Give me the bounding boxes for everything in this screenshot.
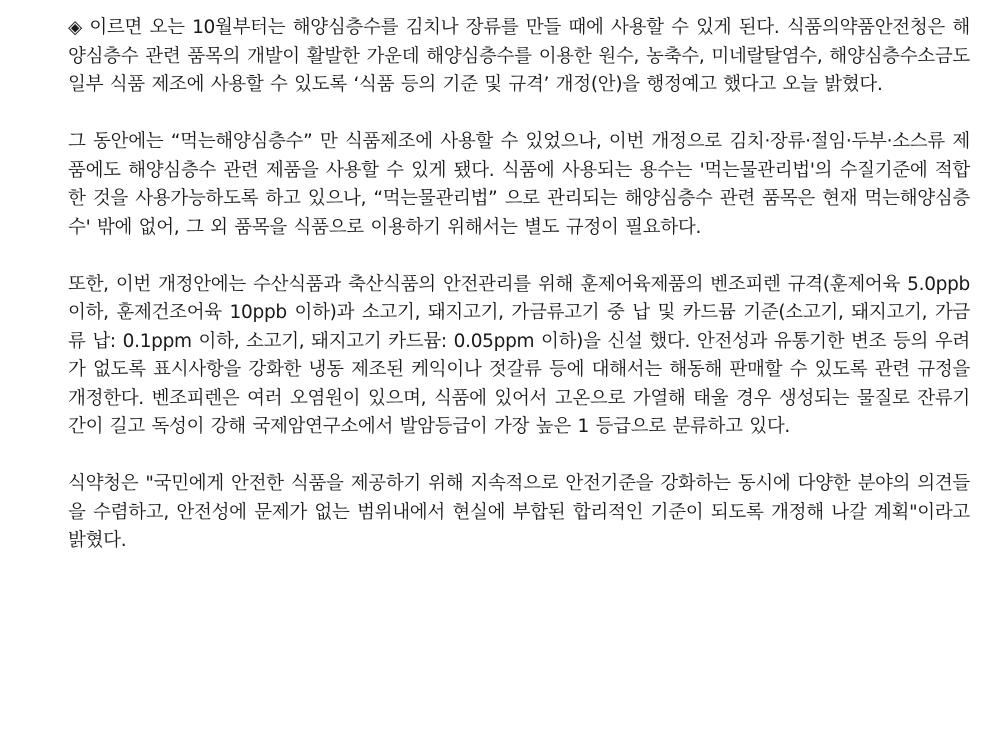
paragraph-amendments: 또한, 이번 개정안에는 수산식품과 축산식품의 안전관리를 위해 훈제어육제품의 벤조피렌 규격(훈제어육 5.0ppb 이하, 훈제건조어육 10ppb 이하)과 소고기, 돼지고기, 가금류고기 중 납 및 카드뮴 기준(소고기, 돼지고기, 가금류 납: 0.1ppm 이하, 소고기, 돼지고기 카드뮴: 0.05ppm 이하)을 신설 했다. 안전성과 유통기한 변조 등의 우려가 없도록 표시사항을 강화한 냉동 제조된 케익이나 젓갈류 등에 대해서는 해동해 판매할 수 있도록 관련 규정을 개정한다. 벤조피렌은 여러 오염원이 있으며, 식품에 있어서 고온으로 가열해 태울 경우 생성되는 물질로 잔류기간이 길고 독성이 강해 국제암연구소에서 발암등급이 가장 높은 1 등급으로 분류하고 있다. xyxy=(68,273,970,437)
paragraph-intro: ◈ 이르면 오는 10월부터는 해양심층수를 김치나 장류를 만들 때에 사용할 수 있게 된다. 식품의약품안전청은 해양심층수 관련 품목의 개발이 활발한 가운데 해양심층수를 이용한 원수, 농축수, 미네랄탈염수, 해양심층수소금도 일부 식품 제조에 사용할 수 있도록 ‘식품 등의 기준 및 규격’ 개정(안)을 행정예고 했다고 오늘 밝혔다. xyxy=(68,17,970,95)
paragraph-statement: 식약청은 "국민에게 안전한 식품을 제공하기 위해 지속적으로 안전기준을 강화하는 동시에 다양한 분야의 의견들을 수렴하고, 안전성에 문제가 없는 범위내에서 현실에 부합된 합리적인 기준이 되도록 개정해 나갈 계획"이라고 밝혔다. xyxy=(68,473,970,551)
paragraph-background: 그 동안에는 “먹는해양심층수” 만 식품제조에 사용할 수 있었으나, 이번 개정으로 김치·장류·절임·두부·소스류 제품에도 해양심층수 관련 제품을 사용할 수 있게 됐다. 식품에 사용되는 용수는 '먹는물관리법'의 수질기준에 적합한 것을 사용가능하도록 하고 있으나, “먹는물관리법” 으로 관리되는 해양심층수 관련 품목은 현재 먹는해양심층수' 밖에 없어, 그 외 품목을 식품으로 이용하기 위해서는 별도 규정이 필요하다. xyxy=(68,131,970,238)
